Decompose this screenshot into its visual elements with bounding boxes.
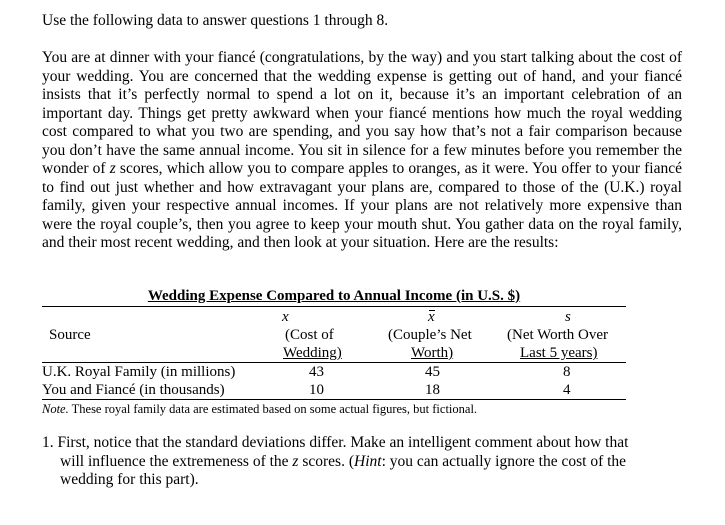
table-top-rule [42, 306, 626, 307]
table-title: Wedding Expense Compared to Annual Income (in U.S. $) [147, 288, 521, 304]
note-text: These royal family data are estimated based on some actual figures, but fictional. [68, 402, 478, 416]
table-bottom-rule [42, 399, 626, 400]
row-you-cost: 10 [309, 382, 324, 398]
row-royal-sd: 8 [563, 364, 571, 380]
cost-header-line1: (Cost of [285, 327, 334, 343]
row-you-label: You and Fiancé (in thousands) [42, 382, 225, 398]
question-line-3: wedding for this part). [60, 471, 199, 488]
worth-header-line1: (Couple’s Net [388, 327, 472, 343]
networth-header-line1: (Net Worth Over [507, 327, 608, 343]
table-note [42, 401, 477, 417]
x-symbol: x [282, 309, 289, 325]
hint-label: Hint [354, 452, 382, 470]
networth-header-line2: Last 5 years) [520, 345, 598, 361]
row-you-sd: 4 [563, 382, 571, 398]
question-1 [42, 434, 667, 490]
row-you-worth: 18 [425, 382, 440, 398]
instructions-line: Use the following data to answer questions 1 through 8. [42, 12, 389, 29]
row-royal-cost: 43 [309, 364, 324, 380]
x-bar-symbol: x [428, 309, 435, 325]
question-line-1: 1. First, notice that the standard deviations differ. Make an intelligent comment about how that [42, 434, 629, 451]
z-symbol: z [109, 160, 116, 177]
paragraph-text-1: You are at dinner with your fiancé (congratulations, by the way) and you start talking about the cost of your wedding. You are concerned that the wedding expense is getting out of hand, and your fiancé insists that it’s perfectly normal to spend a lot on it, because it’s an important celebration of an important day. Things get pretty awkward when your fiancé mentions how much the royal wedding cost compared to what you two are spending, and you say how that’s not a fair comparison because you don’t have the same annual income. You sit in silence for a few minutes before you remember the wonder of [42, 49, 682, 177]
wedding-expense-table [42, 287, 626, 415]
s-symbol: s [565, 309, 571, 325]
source-header: Source [49, 327, 91, 343]
note-label: Note. [42, 402, 69, 416]
row-royal-worth: 45 [425, 364, 440, 380]
row-royal-label: U.K. Royal Family (in millions) [42, 364, 236, 380]
paragraph-text-2: scores, which allow you to compare apples to oranges, as it were. You offer to your fiancé to find out just whether and how extravagant your plans are, compared to those of the (U.K.) royal family, given your respective annual incomes. If your plans are not relatively more expensive than were the royal couple’s, then you agree to keep your mouth shut. You gather data on the royal family, and their most recent wedding, and then look at your situation. Here are the results: [42, 160, 682, 251]
worth-header-line2: Worth) [411, 345, 454, 361]
scenario-paragraph [42, 49, 682, 253]
question-line-2: will influence the extremeness of the z scores. (Hint: you can actually ignore the cost of the [60, 452, 627, 470]
cost-header-line2: Wedding) [283, 345, 342, 361]
